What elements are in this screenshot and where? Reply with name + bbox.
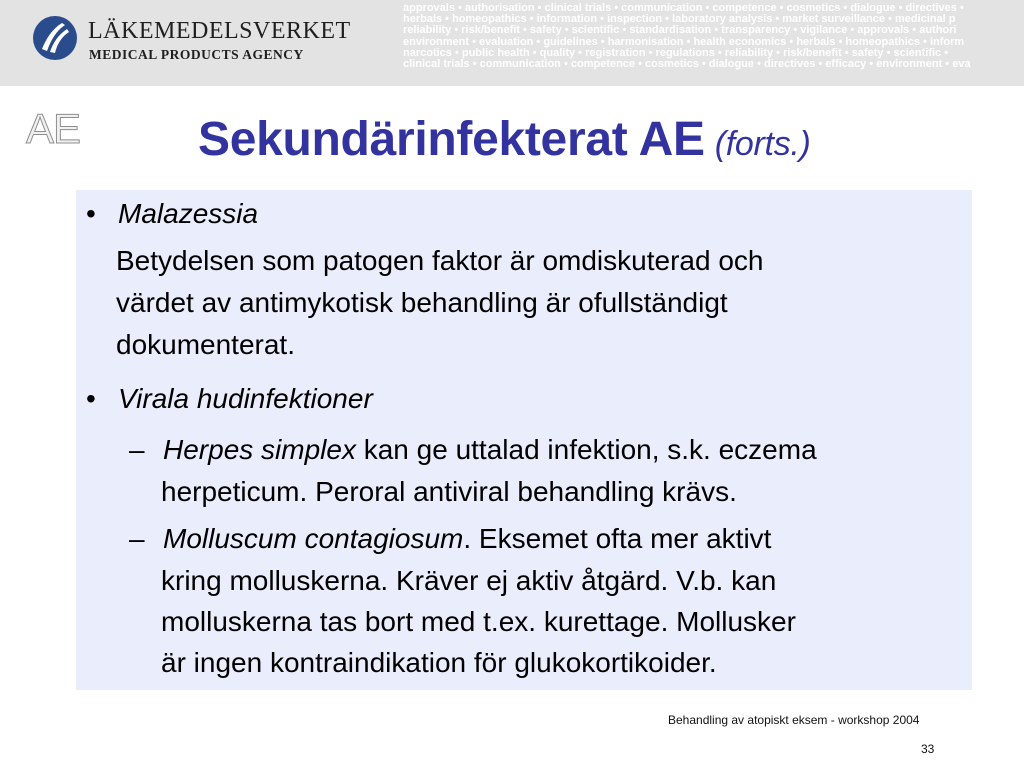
header-band [0, 0, 1024, 86]
section-label: AE [26, 105, 81, 152]
sub2-line1 [163, 521, 771, 556]
sub2-line: kring molluskerna. Kräver ej aktiv åtgärd. V.b. kan [161, 565, 777, 596]
keyword-cloud [403, 3, 1024, 70]
bullet-marker: • [86, 383, 96, 414]
title-suffix: (forts.) [714, 125, 811, 163]
dash-marker: – [129, 523, 145, 554]
agency-subtitle: MEDICAL PRODUCTS AGENCY [89, 47, 304, 62]
sub2-italic: Molluscum contagiosum [163, 523, 464, 554]
keyword-line: narcotics • public health • quality • registration • regulations • reliability • risk/benefit • safety • scientific • [403, 46, 949, 59]
page-number: 33 [921, 742, 935, 756]
item1-heading: Malazessia [118, 198, 259, 229]
item2-heading: Virala hudinfektioner [118, 383, 373, 414]
sub2-line: molluskerna tas bort med t.ex. kurettage. Mollusker [161, 606, 796, 637]
keyword-line: clinical trials • communication • competence • cosmetics • dialogue • directives • efficacy • environment • eva [403, 58, 971, 71]
item1-line: värdet av antimykotisk behandling är ofullständigt [116, 287, 728, 318]
agency-emblem-icon [32, 15, 78, 61]
sub1-italic: Herpes simplex [163, 434, 356, 465]
sub2-line: är ingen kontraindikation för glukokortikoider. [161, 647, 717, 678]
keyword-line: approvals • authorisation • clinical trials • communication • competence • cosmetics • dialogue • directives • [403, 3, 964, 14]
sub2-rest: . Eksemet ofta mer aktivt [463, 523, 772, 554]
item1-line: Betydelsen som patogen faktor är omdiskuterad och [116, 245, 764, 276]
sub1-line1 [163, 432, 817, 467]
bullet-marker: • [86, 198, 96, 229]
sub1-rest: kan ge uttalad infektion, s.k. eczema [355, 434, 817, 465]
footer-text: Behandling av atopiskt eksem - workshop 2004 [668, 713, 920, 727]
title-main: Sekundärinfekterat AE [198, 113, 705, 166]
keyword-line: environment • evaluation • guidelines • harmonisation • health economics • herbals • homeopathics • inform [403, 35, 965, 48]
keyword-line: reliability • risk/benefit • safety • scientific • standardisation • transparency • vigilance • approvals • authori [403, 24, 957, 37]
item1-line: dokumenterat. [116, 329, 295, 360]
slide-title [198, 112, 811, 167]
sub1-line2: herpeticum. Peroral antiviral behandling krävs. [161, 476, 737, 507]
keyword-line: herbals • homeopathics • information • inspection • laboratory analysis • market surveillance • medicinal p [403, 13, 956, 26]
agency-name: LÄKEMEDELSVERKET [88, 18, 351, 44]
dash-marker: – [129, 434, 145, 465]
